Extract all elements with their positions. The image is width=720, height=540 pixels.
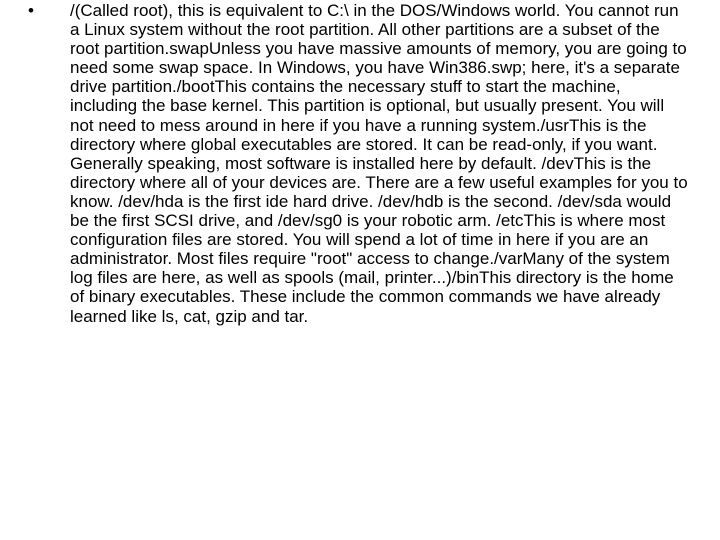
bullet-text: /(Called root), this is equivalent to C:\ in the DOS/Windows world. You cannot run a Linux system without the root partition. All other partitions are a subset of the root partition.swapUnless you have massive amounts of memory, you are going to need some swap space. In Windows, you have Win386.swp; here, it's a separate drive partition./bootThis contains the necessary stuff to start the machine, including the base kernel. This partition is optional, but usually present. You will not need to mess around in here if you have a running system./usrThis is the directory where global executables are stored. It can be read-only, if you want. Generally speaking, most software is installed here by default. /devThis is the directory where all of your devices are. There are a few useful examples for you to know. /dev/hda is the first ide hard drive. /dev/hdb is the second. /dev/sda would be the first SCSI drive, and /dev/sg0 is your robotic arm. /etcThis is where most configuration files are stored. You will spend a lot of time in here if you are an administrator. Most files require "root" access to change./varMany of the system log files are here, as well as spools (mail, printer...)/binThis directory is the home of binary executables. These include the common commands we have already learned like ls, cat, gzip and tar. (70, 1, 688, 326)
bullet-item-linux-directories (28, 1, 688, 326)
bullet-list (28, 1, 688, 326)
bullet-marker: • (28, 1, 34, 20)
